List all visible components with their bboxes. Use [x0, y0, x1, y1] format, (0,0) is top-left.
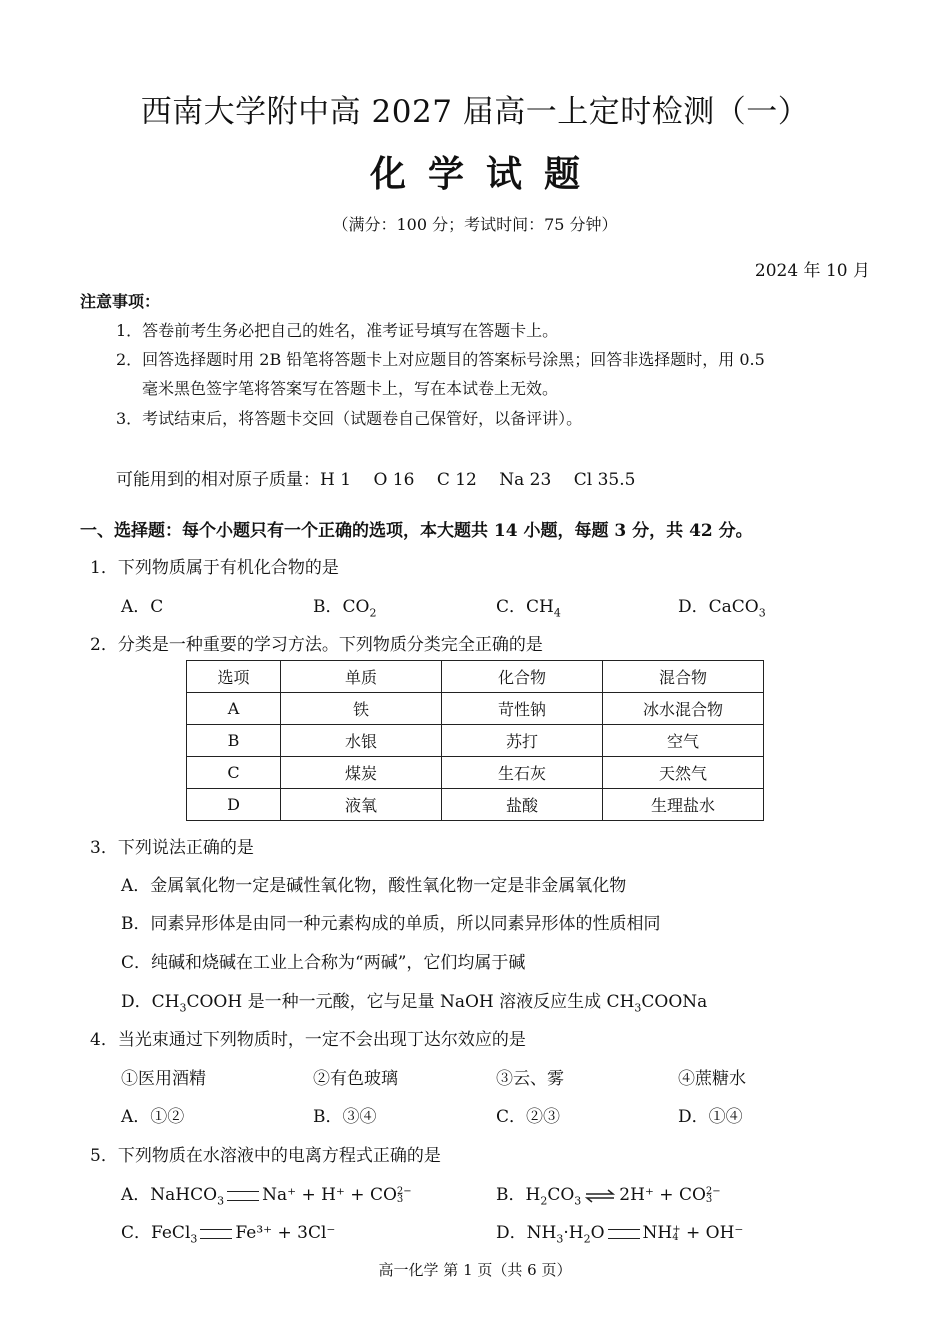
equals-sign-icon [608, 1229, 640, 1239]
notice-item-2-cont: 毫米黑色签字笔将答案写在答题卡上，写在本试卷上无效。 [142, 379, 559, 398]
table-cell: 铁 [281, 693, 442, 725]
table-row [187, 757, 764, 789]
table-cell: C [187, 757, 281, 789]
table-cell: 冰水混合物 [603, 693, 764, 725]
q5-option-d: D．$NH_3\cdot H_2O$ NH+ 4 + OH⁻ [496, 1223, 744, 1246]
q3-option-a: A．金属氧化物一定是碱性氧化物，酸性氧化物一定是非金属氧化物 [121, 876, 627, 896]
q2-stem: 2．分类是一种重要的学习方法。下列物质分类完全正确的是 [90, 635, 543, 655]
atomic-masses: 可能用到的相对原子质量：H 1 O 16 C 12 Na 23 Cl 35.5 [116, 470, 636, 490]
table-cell: 盐酸 [442, 789, 603, 821]
q3-option-d: D．$CH_3COOH$ 是一种一元酸，它与足量 NaOH 溶液反应生成 $CH_3COONa$ [121, 992, 708, 1015]
equals-sign-icon [227, 1191, 259, 1201]
table-header-row [187, 661, 764, 693]
notice-heading: 注意事项： [80, 292, 161, 311]
table-cell: 水银 [281, 725, 442, 757]
q1-option-d: D．CaCO$_3$ [678, 597, 766, 620]
q1-option-a: A．C [121, 597, 164, 617]
q4-option-d: D．①④ [678, 1107, 743, 1127]
table-header: 化合物 [442, 661, 603, 693]
table-row [187, 789, 764, 821]
q5-option-b: B．$H_2CO_3$ 2H⁺ + CO2− 3 [496, 1185, 721, 1208]
q4-item-1: ①医用酒精 [121, 1069, 206, 1089]
table-cell: 生石灰 [442, 757, 603, 789]
q5-stem: 5．下列物质在水溶液中的电离方程式正确的是 [90, 1146, 441, 1166]
table-cell: A [187, 693, 281, 725]
q3-option-c: C．纯碱和烧碱在工业上合称为“两碱”，它们均属于碱 [121, 953, 526, 973]
exam-date: 2024 年 10 月 [754, 261, 870, 281]
table-row [187, 693, 764, 725]
table-cell: 苛性钠 [442, 693, 603, 725]
table-cell: 生理盐水 [603, 789, 764, 821]
exam-meta: （满分：100 分；考试时间：75 分钟） [332, 215, 618, 234]
q5-option-a: A．NaHCO$_3$ Na⁺ + H⁺ + CO2− 3 [121, 1185, 412, 1208]
q5-option-c: C．FeCl$_3$ Fe³⁺ + 3Cl⁻ [121, 1223, 336, 1246]
table-header: 单质 [281, 661, 442, 693]
q3-option-b: B．同素异形体是由同一种元素构成的单质，所以同素异形体的性质相同 [121, 914, 661, 934]
exam-title: 西南大学附中高 2027 届高一上定时检测（一） [140, 94, 810, 130]
q4-option-a: A．①② [121, 1107, 185, 1127]
notice-item-1: 1．答卷前考生务必把自己的姓名，准考证号填写在答题卡上。 [116, 321, 559, 340]
table-cell: 苏打 [442, 725, 603, 757]
q1-stem: 1．下列物质属于有机化合物的是 [90, 558, 339, 578]
table-row [187, 725, 764, 757]
table-header: 选项 [187, 661, 281, 693]
notice-item-3: 3．考试结束后，将答题卡交回（试题卷自己保管好，以备评讲）。 [116, 409, 583, 428]
q4-item-2: ②有色玻璃 [313, 1069, 398, 1089]
classification-table [186, 660, 764, 821]
q4-option-c: C．②③ [496, 1107, 561, 1127]
table-cell: 空气 [603, 725, 764, 757]
section-heading: 一、选择题：每个小题只有一个正确的选项，本大题共 14 小题，每题 3 分，共 42 分。 [80, 521, 753, 541]
page-footer: 高一化学 第 1 页（共 6 页） [378, 1261, 572, 1279]
q1-option-b: B．$CO_2$ [313, 597, 377, 620]
table-cell: 煤炭 [281, 757, 442, 789]
equals-sign-icon [200, 1229, 232, 1239]
q3-stem: 3．下列说法正确的是 [90, 838, 254, 858]
table-cell: D [187, 789, 281, 821]
reversible-arrow-icon [584, 1189, 616, 1203]
notice-item-2: 2．回答选择题时用 2B 铅笔将答题卡上对应题目的答案标号涂黑；回答非选择题时，用 0.5 [116, 350, 765, 369]
q4-option-b: B．③④ [313, 1107, 377, 1127]
q4-item-3: ③云、雾 [496, 1069, 564, 1089]
table-cell: B [187, 725, 281, 757]
table-cell: 液氧 [281, 789, 442, 821]
q4-stem: 4．当光束通过下列物质时，一定不会出现丁达尔效应的是 [90, 1030, 526, 1050]
subject-title: 化学试题 [369, 153, 602, 195]
q1-option-c: C．$CH_4$ [496, 597, 561, 620]
table-cell: 天然气 [603, 757, 764, 789]
q4-item-4: ④蔗糖水 [678, 1069, 746, 1089]
table-header: 混合物 [603, 661, 764, 693]
